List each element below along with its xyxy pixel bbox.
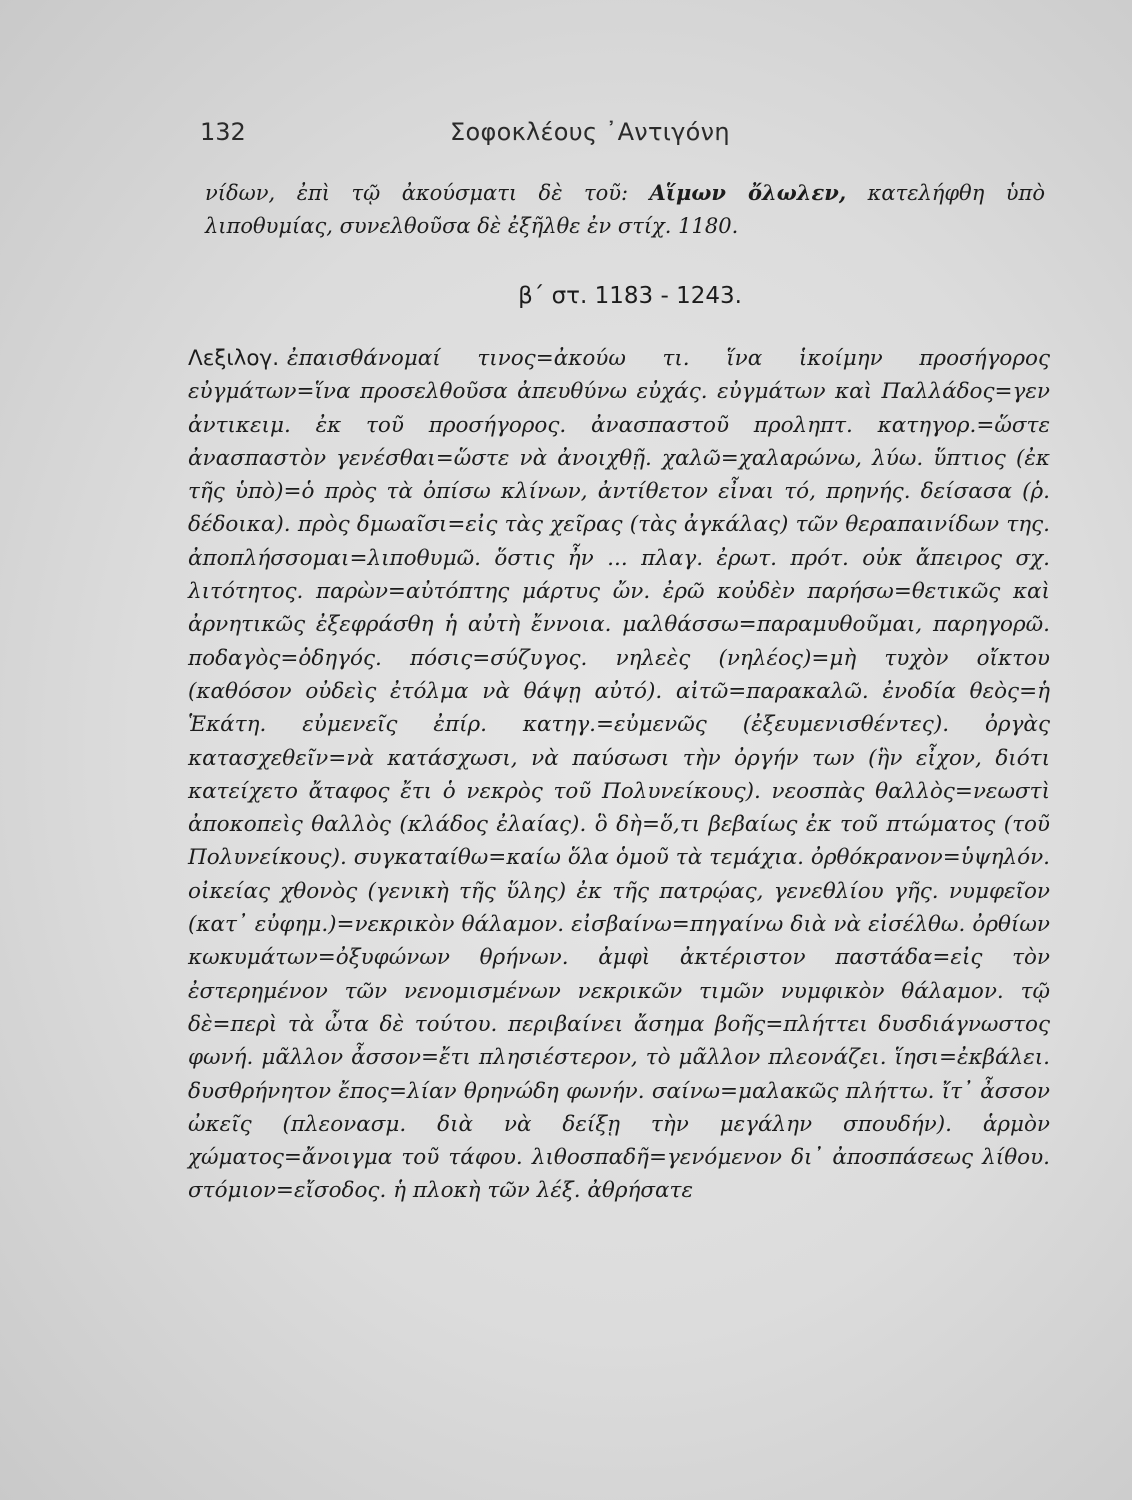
intro-emphasis: Αἵμων ὄλωλεν, bbox=[649, 180, 847, 205]
lexicon-text: ἐπαισθάνομαί τινος=ἀκούω τι. ἵνα ἱκοίμην προσήγορος εὐγμάτων=ἵνα προσελθοῦσα ἀπευθύνω εὐχάς. εὐγμάτων καὶ Παλλάδος=γεν ἀντικειμ. ἐκ τοῦ προσήγορος. ἀνασπαστοῦ προληπτ. κατηγορ.=ὥστε ἀνασπαστὸν γενέσθαι=ὥστε νὰ ἀνοιχθῇ. χαλῶ=χαλαρώνω, λύω. ὕπτιος (ἐκ τῆς ὑπὸ)=ὁ πρὸς τὰ ὀπίσω κλίνων, ἀντίθετον εἶναι τό, πρηνής. δείσασα (ῥ. δέδοικα). πρὸς δμωαῖσι=εἰς τὰς χεῖρας (τὰς ἀγκάλας) τῶν θεραπαινίδων της. ἀποπλήσσομαι=λιποθυμῶ. ὅστις ἦν ... πλαγ. ἐρωτ. πρότ. οὐκ ἄπειρος σχ. λιτότητος. παρὼν=αὐτόπτης μάρτυς ὤν. ἐρῶ κοὐδὲν παρήσω=θετικῶς καὶ ἀρνητικῶς ἐξεφράσθη ἡ αὐτὴ ἔννοια. μαλθάσσω=παραμυθοῦμαι, παρηγορῶ. ποδαγὸς=ὁδηγός. πόσις=σύζυγος. νηλεὲς (νηλέος)=μὴ τυχὸν οἴκτου (καθόσον οὐδεὶς ἐτόλμα νὰ θάψῃ αὐτό). αἰτῶ=παρακαλῶ. ἐνοδία θεὸς=ἡ Ἑκάτη. εὐμενεῖς ἐπίρ. κατηγ.=εὐμενῶς (ἐξευμενισθέντες). ὀργὰς κατασχεθεῖν=νὰ κατάσχωσι, νὰ παύσωσι τὴν ὀργήν των (ἣν εἶχον, διότι κατείχετο ἄταφος ἔτι ὁ νεκρὸς τοῦ Πολυνείκους). νεοσπὰς θαλλὸς=νεωστὶ ἀποκοπεὶς θαλλὸς (κλάδος ἐλαίας). ὃ δὴ=ὅ,τι βεβαίως ἐκ τοῦ πτώματος (τοῦ Πολυνείκους). συγκαταίθω=καίω ὅλα ὁμοῦ τὰ τεμάχια. ὀρθόκρανον=ὑψηλόν. οἰκείας χθονὸς (γενικὴ τῆς ὕλης) ἐκ τῆς πατρῴας, γενεθλίου γῆς. νυμφεῖον (κατ᾿ εὐφημ.)=νεκρικὸν θάλαμον. εἰσβαίνω=πηγαίνω διὰ νὰ εἰσέλθω. ὀρθίων κωκυμάτων=ὀξυφώνων θρήνων. ἀμφὶ ἀκτέριστον παστάδα=εἰς τὸν ἐστερημένον τῶν νενομισμένων νεκρικῶν τιμῶν νυμφικὸν θάλαμον. τῷ δὲ=περὶ τὰ ὦτα δὲ τούτου. περιβαίνει ἄσημα βοῆς=πλήττει δυσδιάγνωστος φωνή. μᾶλλον ἆσσον=ἔτι πλησιέστερον, τὸ μᾶλλον πλεονάζει. ἵησι=ἐκβάλει. δυσθρήνητον ἔπος=λίαν θρηνώδη φωνήν. σαίνω=μαλακῶς πλήττω. ἴτ᾿ ἆσσον ὠκεῖς (πλεονασμ. διὰ νὰ δείξῃ τὴν μεγάλην σπουδήν). ἁρμὸν χώματος=ἄνοιγμα τοῦ τάφου. λιθοσπαδῆ=γενόμενον δι᾿ ἀποσπάσεως λίθου. στόμιον=εἴσοδος. ἡ πλοκὴ τῶν λέξ. ἀθρήσατε bbox=[188, 346, 1050, 1204]
lexicon-paragraph bbox=[188, 342, 1050, 1208]
section-title: β΄ στ. 1183 - 1243. bbox=[518, 283, 742, 309]
lexicon-label: Λεξιλογ. bbox=[188, 346, 280, 371]
page-header bbox=[200, 118, 1060, 158]
running-head: Σοφοκλέους ᾿Αντιγόνη bbox=[450, 118, 730, 146]
intro-tail: κατελήφθη ὑπὸ λιποθυμίας, συνελθοῦσα δὲ ἐξῆλθε ἐν στίχ. 1180. bbox=[205, 181, 1045, 238]
intro-text: νίδων, ἐπὶ τῷ ἀκούσματι δὲ τοῦ: bbox=[205, 181, 650, 205]
page-number: 132 bbox=[200, 118, 246, 146]
intro-paragraph bbox=[205, 176, 1045, 243]
